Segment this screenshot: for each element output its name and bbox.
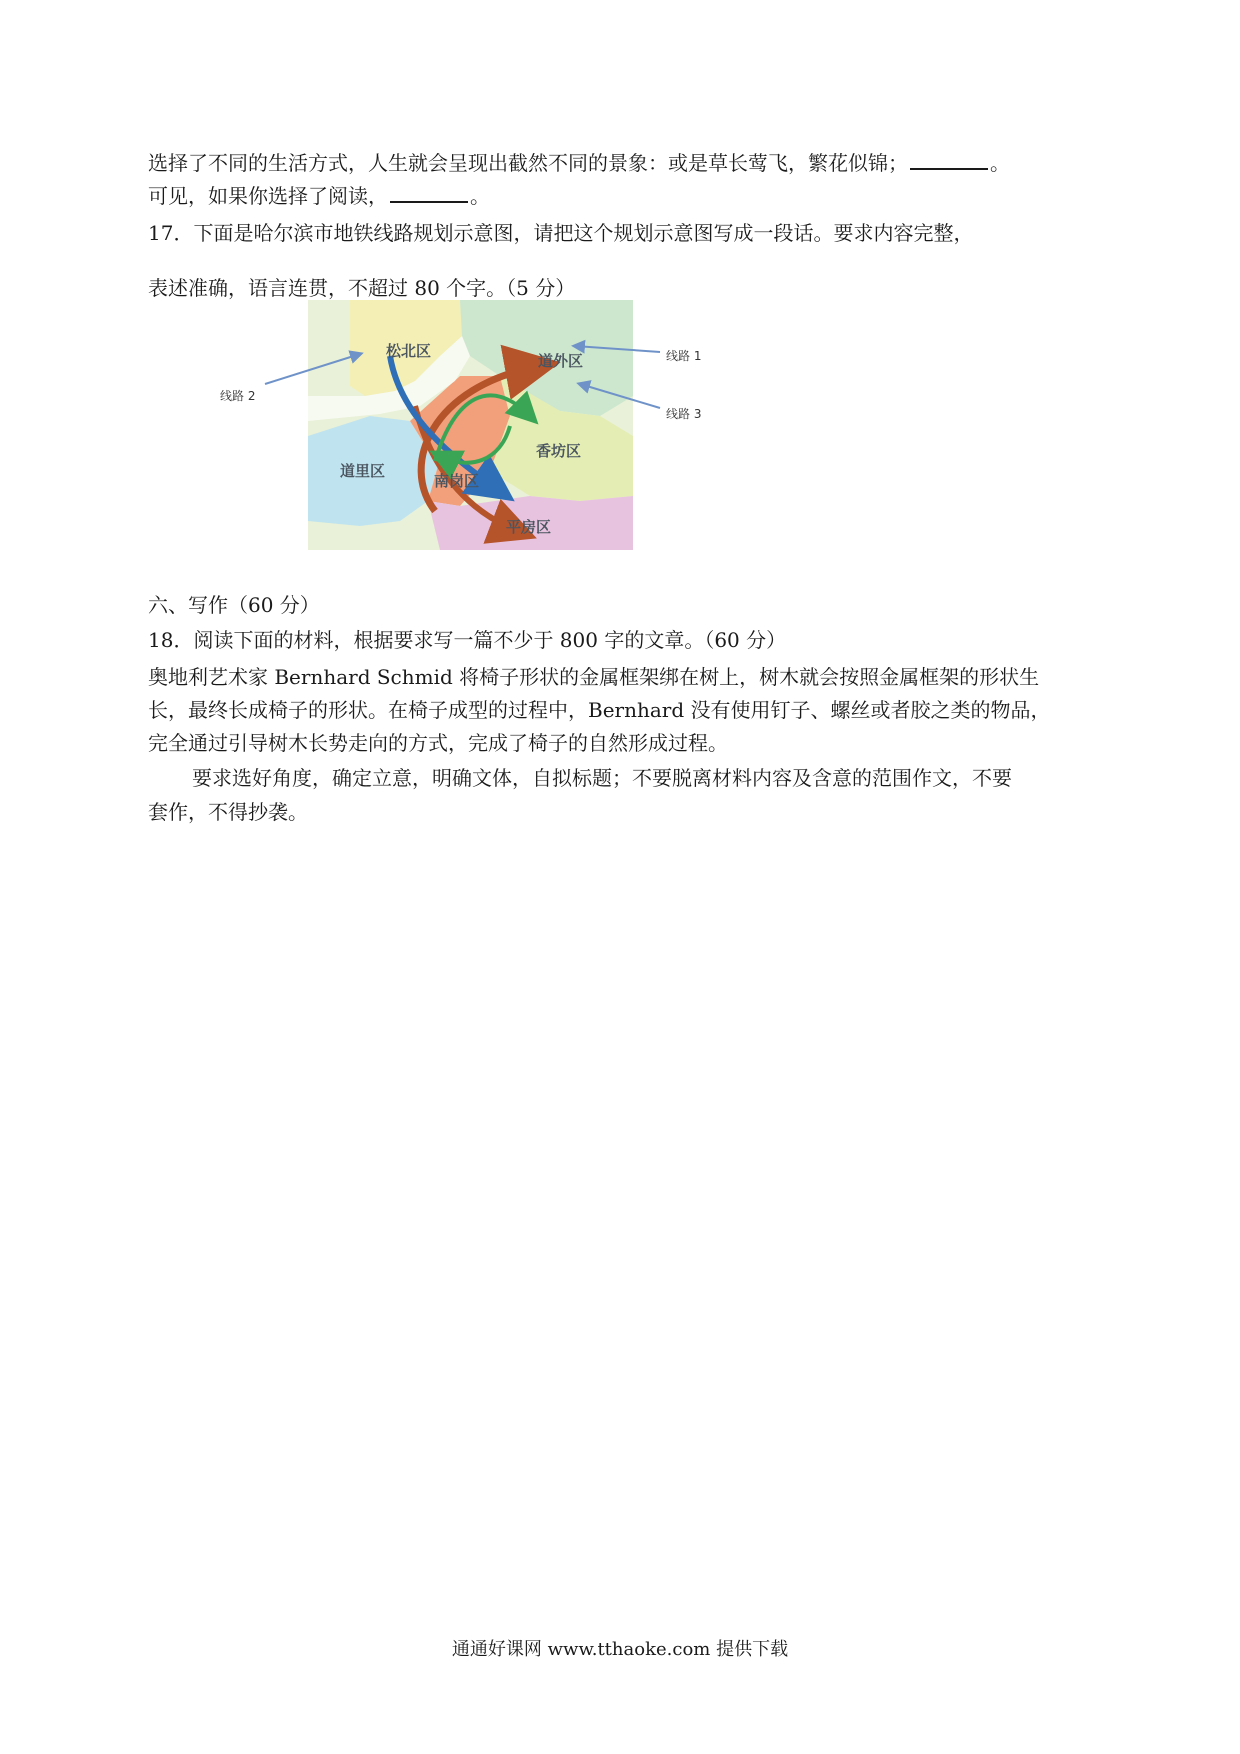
requirement-line-2: 套作，不得抄袭。 — [148, 800, 308, 824]
district-label-pingfang: 平房区 — [506, 518, 552, 536]
q16-line-2-end: 。 — [470, 184, 490, 208]
district-regions — [308, 300, 633, 550]
q16-line-2-text: 可见，如果你选择了阅读， — [148, 184, 388, 208]
material-line-2: 长，最终长成椅子的形状。在椅子成型的过程中，Bernhard 没有使用钉子、螺丝或者胶之类的物品， — [148, 698, 1051, 722]
q17-prompt-line-1: 17．下面是哈尔滨市地铁线路规划示意图，请把这个规划示意图写成一段话。要求内容完整， — [148, 221, 974, 245]
q16-line-1-end: 。 — [990, 151, 1010, 175]
answer-blank-1[interactable] — [910, 150, 988, 170]
district-label-nangang: 南岗区 — [434, 472, 480, 490]
district-label-songbei: 松北区 — [386, 342, 432, 360]
q16-line-2 — [148, 183, 490, 209]
district-label-xiangfang: 香坊区 — [536, 442, 582, 460]
answer-blank-2[interactable] — [390, 183, 468, 203]
q18-prompt: 18．阅读下面的材料，根据要求写一篇不少于 800 字的文章。（60 分） — [148, 628, 787, 652]
section-6-heading: 六、写作（60 分） — [148, 593, 320, 617]
requirement-line-1: 要求选好角度，确定立意，明确文体，自拟标题；不要脱离材料内容及含意的范围作文，不要 — [192, 766, 1012, 790]
district-label-daoli: 道里区 — [340, 462, 386, 480]
district-label-daowai: 道外区 — [538, 352, 584, 370]
q17-prompt-line-2: 表述准确，语言连贯，不超过 80 个字。（5 分） — [148, 276, 576, 300]
q16-line-1 — [148, 150, 1010, 176]
route-label-1: 线路 1 — [666, 349, 702, 363]
material-line-3: 完全通过引导树木长势走向的方式，完成了椅子的自然形成过程。 — [148, 731, 728, 755]
page-footer: 通通好课网 www.tthaoke.com 提供下载 — [451, 1639, 789, 1660]
route-label-2: 线路 2 — [220, 389, 256, 403]
material-line-1: 奥地利艺术家 Bernhard Schmid 将椅子形状的金属框架绑在树上，树木就会按照金属框架的形状生 — [148, 665, 1040, 689]
route-label-3: 线路 3 — [666, 407, 702, 421]
subway-route-map — [200, 296, 740, 552]
q16-line-1-text: 选择了不同的生活方式，人生就会呈现出截然不同的景象：或是草长莺飞，繁花似锦； — [148, 151, 908, 175]
